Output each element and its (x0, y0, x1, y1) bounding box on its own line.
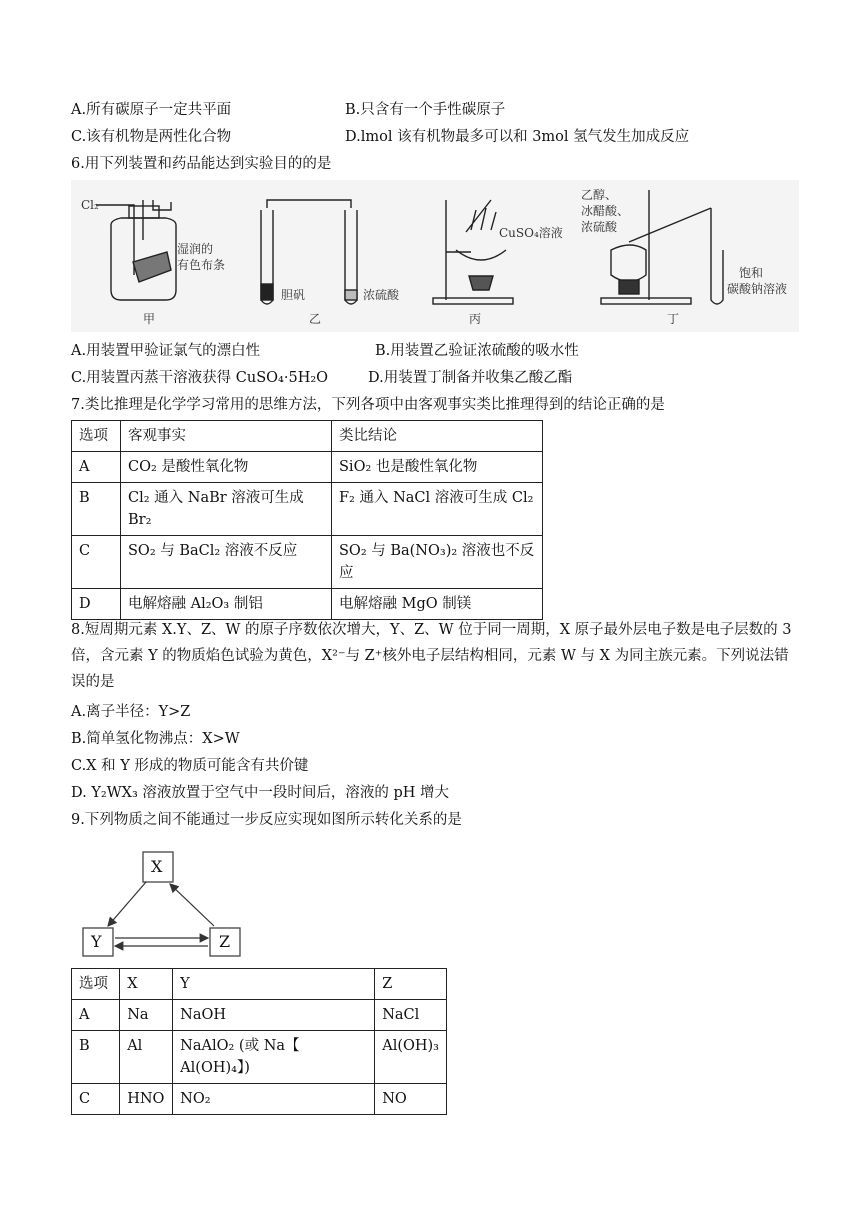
diagram-node-y: Y (91, 932, 102, 951)
diagram-node-x: X (151, 857, 163, 876)
table-header: 选项 (72, 421, 121, 452)
q6-option-a: A.用装置甲验证氯气的漂白性 (71, 343, 261, 359)
q5-option-c: C.该有机物是两性化合物 (71, 129, 232, 145)
yi-tubes (261, 200, 357, 304)
table-row (72, 1000, 447, 1031)
table-cell: Al (120, 1031, 173, 1084)
q5-option-a: A.所有碳原子一定共平面 (71, 102, 232, 118)
q8-option-c: C.X 和 Y 形成的物质可能含有共价键 (71, 758, 309, 774)
jia-gas-label: Cl₂ (81, 198, 99, 212)
q6-option-d: D.用装置丁制备并收集乙酸乙酯 (368, 370, 573, 386)
table-header: X (120, 969, 173, 1000)
q6-option-b: B.用装置乙验证浓硫酸的吸水性 (375, 343, 579, 359)
diagram-node-z: Z (219, 932, 231, 951)
table-cell: B (72, 483, 121, 536)
table-cell: Cl₂ 通入 NaBr 溶液可生成 Br₂ (121, 483, 332, 536)
yi-caption: 乙 (309, 312, 322, 326)
bing-label: CuSO₄溶液 (499, 226, 563, 240)
ding-caption: 丁 (667, 312, 680, 326)
ding-label-3: 浓硫酸 (581, 220, 618, 234)
q9-conversion-diagram (80, 848, 245, 960)
q9-stem: 9.下列物质之间不能通过一步反应实现如图所示转化关系的是 (71, 812, 462, 828)
table-header-row (72, 421, 543, 452)
q8-stem: 8.短周期元素 X.Y、Z、W 的原子序数依次增大，Y、Z、W 位于同一周期，X 原子最外层电子数是电子层数的 3 倍，含元素 Y 的物质焰色试验为黄色，X²⁻与 Z⁺核外电子层结构相同，元素 W 与 X 为同主族元素。下列说法错误的是 (71, 622, 792, 690)
q5-option-b: B.只含有一个手性碳原子 (345, 102, 506, 118)
q6-option-c: C.用装置丙蒸干溶液获得 CuSO₄·5H₂O (71, 370, 329, 386)
table-cell: Al(OH)₃ (375, 1031, 447, 1084)
table-cell: NO (375, 1084, 447, 1115)
table-row (72, 483, 543, 536)
q6-stem: 6.用下列装置和药品能达到实验目的的是 (71, 156, 332, 172)
table-header: Z (375, 969, 447, 1000)
table-row (72, 452, 543, 483)
table-header: Y (173, 969, 375, 1000)
jia-label-2: 有色布条 (177, 258, 226, 272)
ding-label-2: 冰醋酸、 (581, 204, 630, 218)
table-row (72, 1031, 447, 1084)
jia-label-1: 湿润的 (177, 242, 214, 256)
ding-label-5: 碳酸钠溶液 (727, 282, 788, 296)
yi-right-label: 浓硫酸 (363, 288, 400, 302)
table-cell: NaOH (173, 1000, 375, 1031)
table-cell: F₂ 通入 NaCl 溶液可生成 Cl₂ (332, 483, 543, 536)
yi-left-label: 胆矾 (281, 288, 306, 302)
table-cell: B (72, 1031, 120, 1084)
table-row (72, 1084, 447, 1115)
table-cell: NaCl (375, 1000, 447, 1031)
table-cell: NO₂ (173, 1084, 375, 1115)
ding-label-4: 饱和 (739, 266, 764, 280)
jia-bottle (96, 200, 176, 300)
table-row (72, 589, 543, 620)
q8-option-d: D. Y₂WX₃ 溶液放置于空气中一段时间后，溶液的 pH 增大 (71, 785, 450, 801)
table-cell: SO₂ 与 Ba(NO₃)₂ 溶液也不反应 (332, 536, 543, 589)
table-cell: CO₂ 是酸性氧化物 (121, 452, 332, 483)
ding-label-1: 乙醇、 (581, 188, 618, 202)
table-row (72, 536, 543, 589)
table-header: 客观事实 (121, 421, 332, 452)
jia-caption: 甲 (143, 312, 156, 326)
q5-option-d: D.lmol 该有机物最多可以和 3mol 氢气发生加成反应 (345, 129, 690, 145)
table-header-row (72, 969, 447, 1000)
bing-evaporation (433, 200, 513, 304)
table-cell: D (72, 589, 121, 620)
table-header: 选项 (72, 969, 120, 1000)
table-header: 类比结论 (332, 421, 543, 452)
table-cell: NaAlO₂ (或 Na【 Al(OH)₄】) (173, 1031, 375, 1084)
table-cell: HNO (120, 1084, 173, 1115)
table-cell: Na (120, 1000, 173, 1031)
table-cell: SiO₂ 也是酸性氧化物 (332, 452, 543, 483)
q8-option-b: B.简单氢化物沸点：X>W (71, 731, 240, 747)
table-cell: A (72, 1000, 120, 1031)
table-cell: C (72, 536, 121, 589)
table-cell: 电解熔融 MgO 制镁 (332, 589, 543, 620)
table-cell: C (72, 1084, 120, 1115)
q9-table (71, 968, 447, 1115)
table-cell: 电解熔融 Al₂O₃ 制铝 (121, 589, 332, 620)
q7-table (71, 420, 543, 620)
bing-caption: 丙 (469, 312, 482, 326)
q6-apparatus-figure (71, 180, 799, 332)
table-cell: A (72, 452, 121, 483)
q7-stem: 7.类比推理是化学学习常用的思维方法，下列各项中由客观事实类比推理得到的结论正确的是 (71, 397, 665, 413)
q8-option-a: A.离子半径：Y>Z (71, 704, 191, 720)
table-cell: SO₂ 与 BaCl₂ 溶液不反应 (121, 536, 332, 589)
